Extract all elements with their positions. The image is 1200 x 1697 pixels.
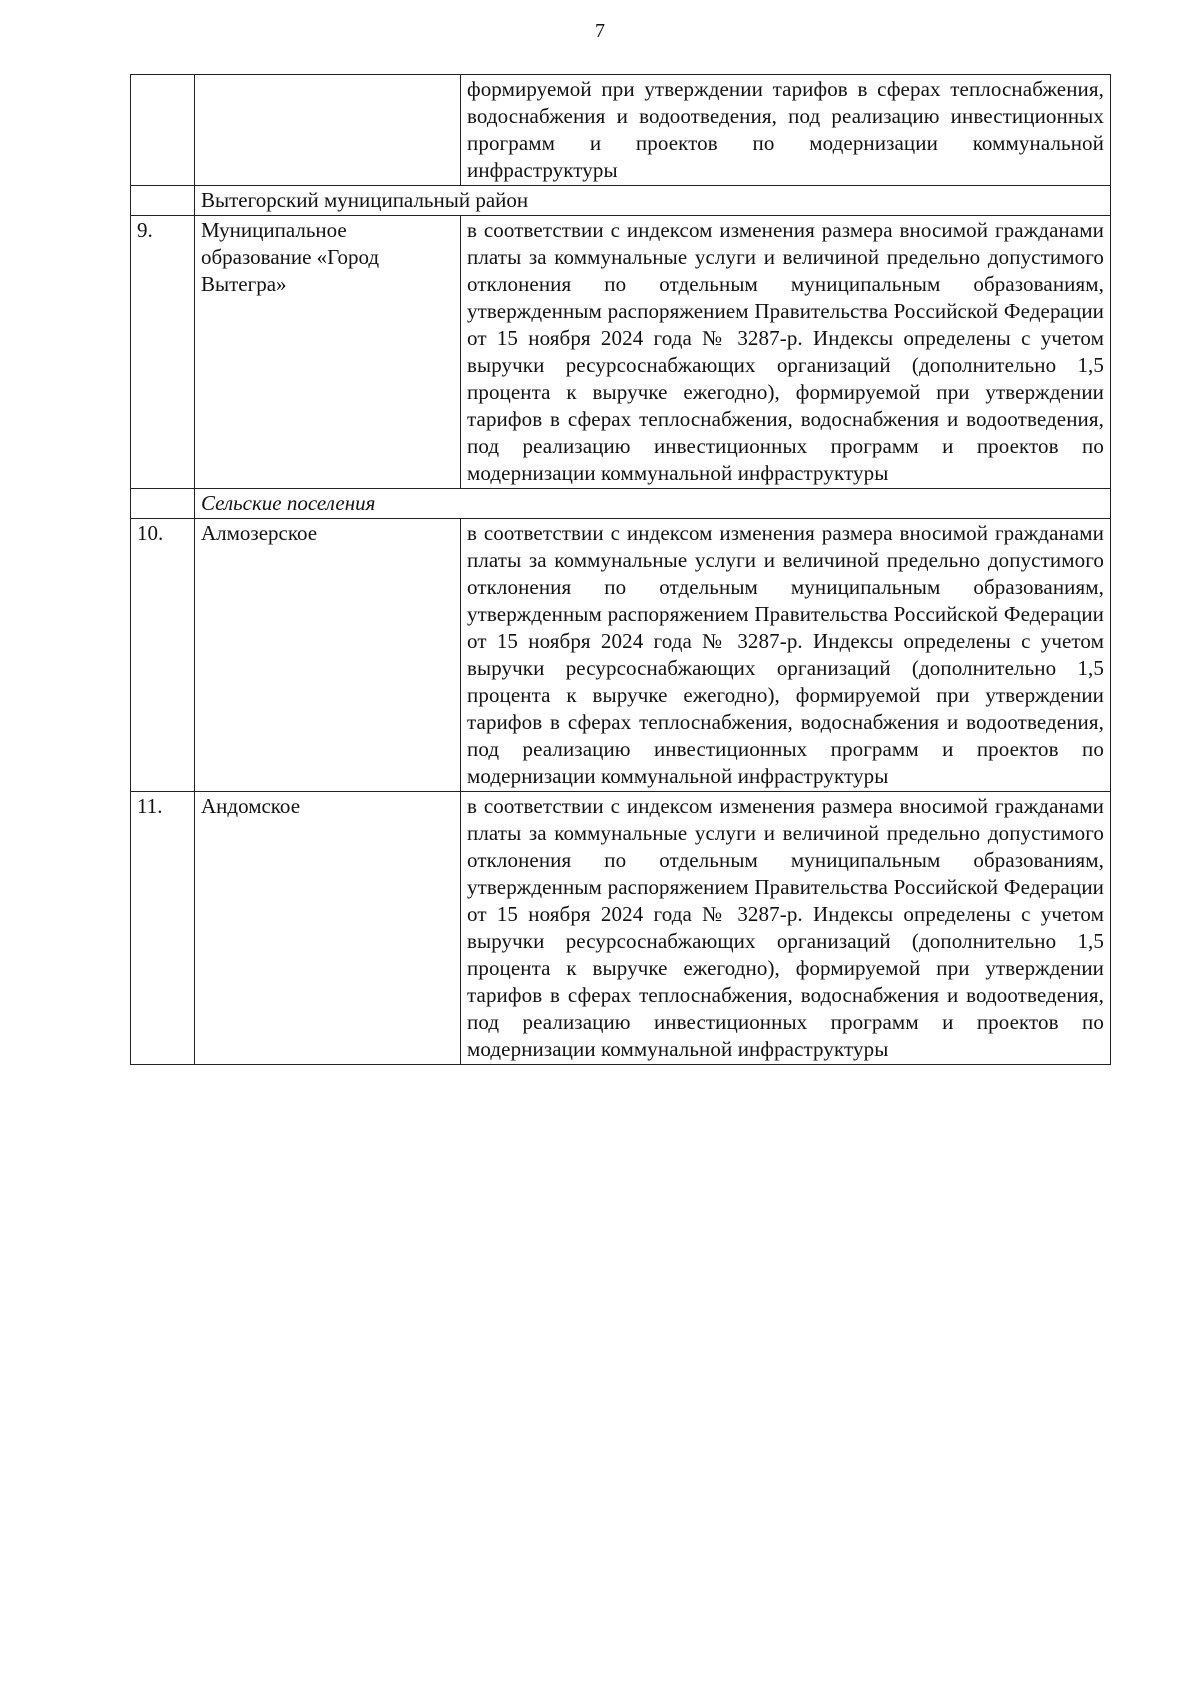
- row-number-cell: [131, 186, 195, 216]
- description-cell: в соответствии с индексом изменения размера вносимой гражданами платы за коммунальные услуги и величиной предельно допустимого отклонения по отдельным муниципальным образованиям, утвержденным распоряжением Правительства Российской Федерации от 15 ноября 2024 года № 3287-р. Индексы определены с учетом выручки ресурсоснабжающих организаций (дополнительно 1,5 процента к выручке ежегодно), формируемой при утверждении тарифов в сферах теплоснабжения, водоснабжения и водоотведения, под реализацию инвестиционных программ и проектов по модернизации коммунальной инфраструктуры: [461, 216, 1111, 489]
- row-number-cell: [131, 75, 195, 186]
- municipality-name-cell: Алмозерское: [195, 519, 461, 792]
- table-row-10: [131, 519, 1111, 792]
- row-number-cell: [131, 489, 195, 519]
- row-number-cell: 9.: [131, 216, 195, 489]
- page-number: 7: [595, 20, 605, 42]
- section-heading-rural: Сельские поселения: [195, 489, 1111, 519]
- description-cell: в соответствии с индексом изменения размера вносимой гражданами платы за коммунальные услуги и величиной предельно допустимого отклонения по отдельным муниципальным образованиям, утвержденным распоряжением Правительства Российской Федерации от 15 ноября 2024 года № 3287-р. Индексы определены с учетом выручки ресурсоснабжающих организаций (дополнительно 1,5 процента к выручке ежегодно), формируемой при утверждении тарифов в сферах теплоснабжения, водоснабжения и водоотведения, под реализацию инвестиционных программ и проектов по модернизации коммунальной инфраструктуры: [461, 519, 1111, 792]
- section-row-district: [131, 186, 1111, 216]
- table-row-9: [131, 216, 1111, 489]
- table-row-continuation: [131, 75, 1111, 186]
- row-number-cell: 10.: [131, 519, 195, 792]
- section-heading-district: Вытегорский муниципальный район: [195, 186, 1111, 216]
- tariff-index-table: [130, 74, 1111, 1065]
- description-cell: в соответствии с индексом изменения размера вносимой гражданами платы за коммунальные услуги и величиной предельно допустимого отклонения по отдельным муниципальным образованиям, утвержденным распоряжением Правительства Российской Федерации от 15 ноября 2024 года № 3287-р. Индексы определены с учетом выручки ресурсоснабжающих организаций (дополнительно 1,5 процента к выручке ежегодно), формируемой при утверждении тарифов в сферах теплоснабжения, водоснабжения и водоотведения, под реализацию инвестиционных программ и проектов по модернизации коммунальной инфраструктуры: [461, 792, 1111, 1065]
- row-number-cell: 11.: [131, 792, 195, 1065]
- municipality-name-cell: [195, 75, 461, 186]
- section-row-rural: [131, 489, 1111, 519]
- municipality-name-cell: Андомское: [195, 792, 461, 1065]
- description-cell: формируемой при утверждении тарифов в сферах теплоснабжения, водоснабжения и водоотведения, под реализацию инвестиционных программ и проектов по модернизации коммунальной инфраструктуры: [461, 75, 1111, 186]
- municipality-name-cell: Муниципальное образование «Город Вытегра»: [195, 216, 461, 489]
- table-row-11: [131, 792, 1111, 1065]
